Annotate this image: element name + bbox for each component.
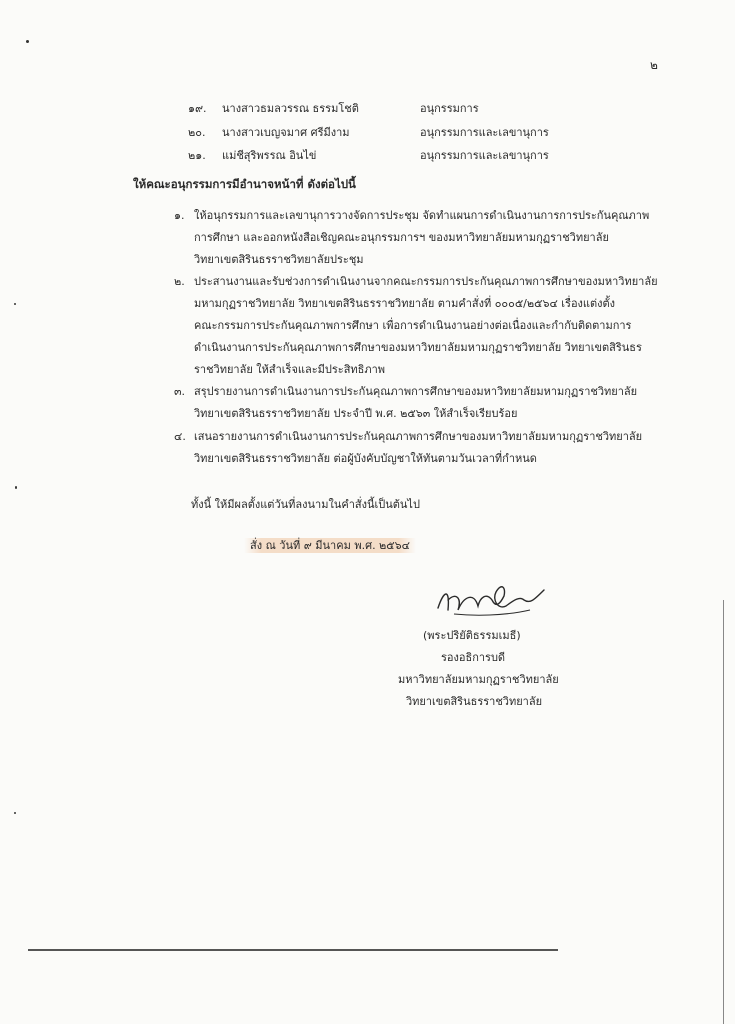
duty-line: ให้อนุกรรมการและเลขานุการวางจัดการประชุม จัดทำแผนการดำเนินงานการการประกันคุณภาพ: [194, 209, 650, 222]
duty-number: ๒.: [174, 275, 185, 288]
member-row: [188, 126, 608, 140]
duty-line: ประสานงานและรับช่วงการดำเนินงานจากคณะกรรมการประกันคุณภาพการศึกษาของมหาวิทยาลัย: [194, 275, 658, 288]
scan-speck: [15, 486, 17, 489]
signatory-name: (พระปริยัติธรรมเมธี): [423, 629, 521, 642]
duty-line: สรุปรายงานการดำเนินงานการประกันคุณภาพการศึกษาของมหาวิทยาลัยมหามกุฏราชวิทยาลัย: [194, 385, 638, 398]
member-number: ๑๙.: [188, 102, 207, 115]
member-number: ๒๐.: [188, 126, 206, 139]
signatory-position: รองอธิการบดี: [441, 651, 506, 664]
duty-line: ดำเนินงานการประกันคุณภาพการศึกษาของมหาวิทยาลัยมหามกุฏราชวิทยาลัย วิทยาเขตสิรินธร: [194, 341, 642, 354]
scan-speck: [26, 40, 29, 43]
member-role: อนุกรรมการและเลขานุการ: [420, 149, 549, 162]
duty-line: วิทยาเขตสิรินธรราชวิทยาลัย ประจำปี พ.ศ. ๒๕๖๓ ให้สำเร็จเรียบร้อย: [194, 407, 518, 420]
member-role: อนุกรรมการ: [420, 102, 479, 115]
signature: [434, 570, 554, 620]
bottom-rule: [28, 949, 558, 951]
member-row: [188, 149, 608, 163]
member-name: แม่ชีสุริพรรณ อินไข่: [222, 149, 317, 162]
duty-line: วิทยาเขตสิรินธรราชวิทยาลัย ต่อผู้บังคับบัญชาให้ทันตามวันเวลาที่กำหนด: [194, 452, 537, 465]
effective-statement: ทั้งนี้ ให้มีผลตั้งแต่วันที่ลงนามในคำสั่งนี้เป็นต้นไป: [191, 498, 420, 511]
scan-speck: [14, 303, 16, 305]
member-role: อนุกรรมการและเลขานุการ: [420, 126, 549, 139]
duty-line: คณะกรรมการประกันคุณภาพการศึกษา เพื่อการดำเนินงานอย่างต่อเนื่องและกำกับติดตามการ: [194, 319, 632, 332]
duties-heading: ให้คณะอนุกรรมการมีอำนาจหน้าที่ ดังต่อไปนี้: [133, 177, 356, 191]
member-number: ๒๑.: [188, 149, 206, 162]
duty-number: ๓.: [174, 385, 186, 398]
duty-line: มหามกุฏราชวิทยาลัย วิทยาเขตสิรินธรราชวิทยาลัย ตามคำสั่งที่ ๐๐๐๕/๒๕๖๔ เรื่องแต่งตั้ง: [194, 297, 616, 310]
duty-number: ๔.: [174, 430, 186, 443]
signatory-campus: วิทยาเขตสิรินธรราชวิทยาลัย: [406, 695, 543, 708]
scan-speck: [14, 812, 16, 814]
duty-line: วิทยาเขตสิรินธรราชวิทยาลัยประชุม: [194, 253, 364, 266]
duty-line: การศึกษา และออกหนังสือเชิญคณะอนุกรรมการฯ ของมหาวิทยาลัยมหามกุฏราชวิทยาลัย: [194, 231, 609, 244]
member-name: นางสาวเบญจมาศ ศรีมีงาม: [222, 126, 350, 139]
duty-line: เสนอรายงานการดำเนินงานการประกันคุณภาพการศึกษาของมหาวิทยาลัยมหามกุฏราชวิทยาลัย: [194, 430, 643, 443]
duty-line: ราชวิทยาลัย ให้สำเร็จและมีประสิทธิภาพ: [194, 363, 386, 376]
order-date: สั่ง ณ วันที่ ๙ มีนาคม พ.ศ. ๒๕๖๔: [244, 538, 416, 553]
member-name: นางสาวธมลวรรณ ธรรมโชติ: [222, 102, 359, 115]
duty-number: ๑.: [174, 209, 185, 222]
member-row: [188, 102, 608, 116]
scan-edge-line: [723, 600, 724, 1024]
page-number: ๒: [650, 58, 658, 72]
signatory-university: มหาวิทยาลัยมหามกุฏราชวิทยาลัย: [398, 673, 559, 686]
